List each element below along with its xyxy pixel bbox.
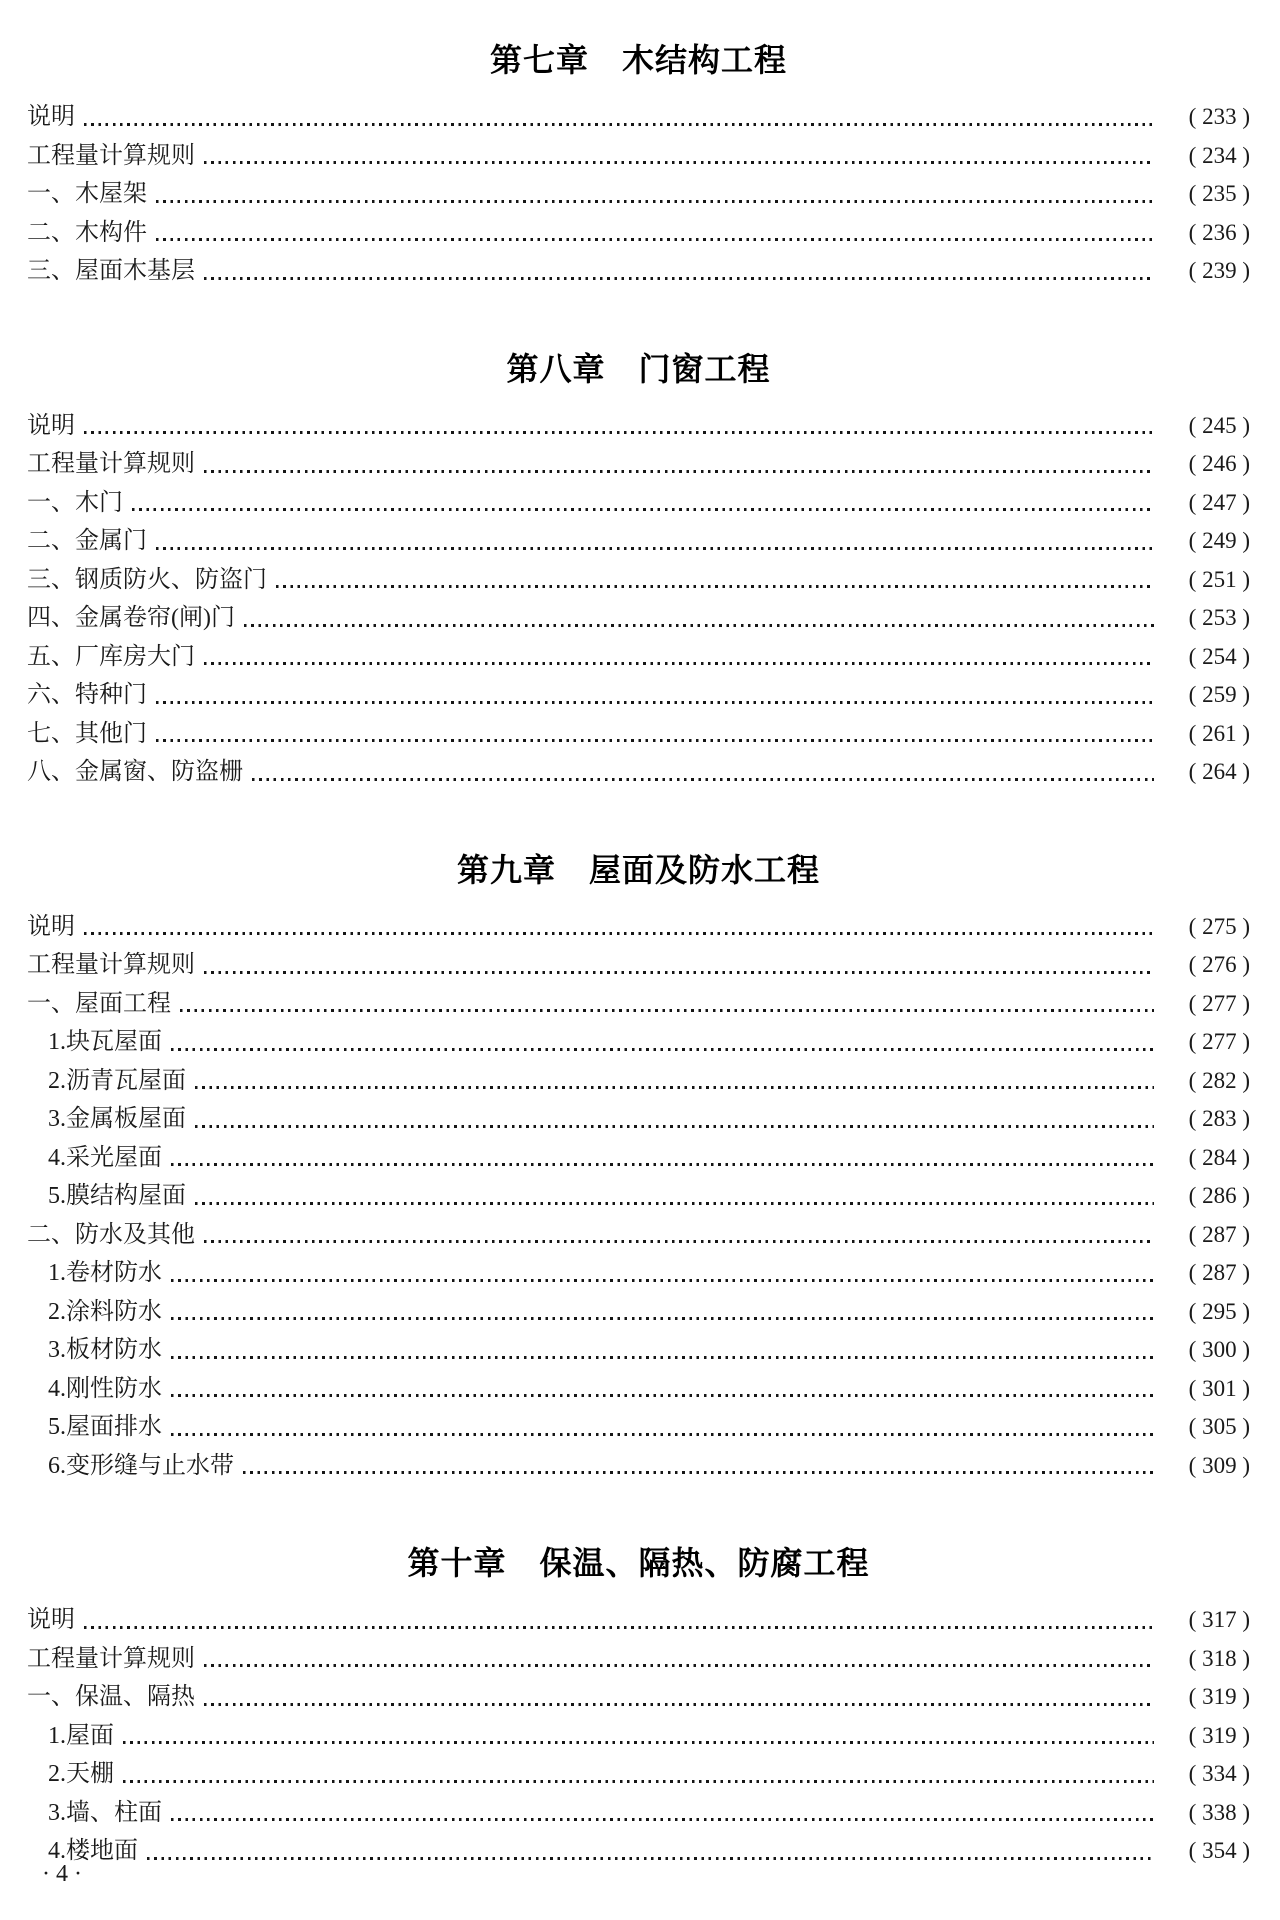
toc-entry-page: ( 275 ) xyxy=(1188,913,1250,939)
toc-entry-page: ( 317 ) xyxy=(1188,1607,1250,1632)
dot-leader xyxy=(84,431,1154,434)
dot-leader xyxy=(84,932,1154,935)
dot-leader xyxy=(180,1009,1154,1012)
toc-entry-label: 2.涂料防水 xyxy=(48,1298,162,1325)
dot-leader xyxy=(84,1626,1154,1629)
toc-entry-label: 4.刚性防水 xyxy=(48,1375,162,1402)
toc-entry-page: ( 233 ) xyxy=(1188,104,1250,129)
toc-entry xyxy=(27,908,1250,947)
dot-leader xyxy=(171,1394,1154,1397)
dot-leader xyxy=(204,1240,1154,1243)
dot-leader xyxy=(171,1317,1154,1320)
toc-entry-label: 一、木门 xyxy=(27,489,123,516)
dot-leader xyxy=(276,585,1154,588)
toc-entry-page: ( 318 ) xyxy=(1188,1645,1250,1671)
toc-entry-page: ( 309 ) xyxy=(1188,1452,1250,1478)
toc-entry-page: ( 295 ) xyxy=(1188,1298,1250,1324)
dot-leader xyxy=(156,547,1154,550)
dot-leader xyxy=(204,277,1154,280)
toc-entry xyxy=(27,1370,1250,1409)
toc-entry xyxy=(27,137,1250,176)
toc-entry-page: ( 338 ) xyxy=(1188,1799,1250,1825)
dot-leader xyxy=(171,1818,1154,1821)
toc-entry-page: ( 319 ) xyxy=(1188,1722,1250,1748)
toc-entry-label: 3.金属板屋面 xyxy=(48,1106,186,1132)
toc-entry-page: ( 254 ) xyxy=(1188,643,1250,669)
toc-entry xyxy=(27,407,1250,446)
toc-entry-label: 说明 xyxy=(27,412,75,439)
toc-entry-page: ( 249 ) xyxy=(1188,528,1250,553)
toc-entry-label: 3.板材防水 xyxy=(48,1337,162,1363)
dot-leader xyxy=(204,470,1154,473)
toc-entry xyxy=(27,1717,1250,1756)
dot-leader xyxy=(252,778,1154,781)
toc-entry-label: 5.屋面排水 xyxy=(48,1414,162,1440)
toc-entry xyxy=(27,715,1250,754)
toc-entry-label: 6.变形缝与止水带 xyxy=(48,1452,234,1479)
toc-entry-page: ( 300 ) xyxy=(1188,1337,1250,1362)
toc-entry-page: ( 319 ) xyxy=(1188,1684,1250,1709)
toc-entry-page: ( 276 ) xyxy=(1188,952,1250,977)
toc-entry-page: ( 277 ) xyxy=(1188,990,1250,1016)
toc-entry xyxy=(27,98,1250,137)
toc-entry-page: ( 235 ) xyxy=(1188,181,1250,206)
dot-leader xyxy=(156,701,1154,704)
toc-entry-label: 1.屋面 xyxy=(48,1722,114,1749)
toc-entry-label: 八、金属窗、防盗栅 xyxy=(27,759,243,785)
toc-entry xyxy=(27,1755,1250,1794)
dot-leader xyxy=(156,238,1154,241)
toc-entry-label: 说明 xyxy=(27,104,75,130)
dot-leader xyxy=(204,662,1154,665)
toc-entry-page: ( 234 ) xyxy=(1188,142,1250,168)
toc-entry-label: 三、屋面木基层 xyxy=(27,258,195,284)
toc-entry-page: ( 283 ) xyxy=(1188,1106,1250,1131)
toc-entry-page: ( 236 ) xyxy=(1188,219,1250,245)
toc-entry xyxy=(27,1023,1250,1062)
toc-entry xyxy=(27,561,1250,600)
toc-entry-page: ( 247 ) xyxy=(1188,489,1250,515)
toc-entry-label: 4.楼地面 xyxy=(48,1838,138,1864)
toc-entry-page: ( 301 ) xyxy=(1188,1375,1250,1401)
toc-entry xyxy=(27,946,1250,985)
dot-leader xyxy=(195,1202,1154,1205)
dot-leader xyxy=(147,1857,1154,1860)
toc-entry-page: ( 245 ) xyxy=(1188,412,1250,438)
toc-entry xyxy=(27,1447,1250,1486)
dot-leader xyxy=(244,624,1154,627)
toc-entry xyxy=(27,1177,1250,1216)
toc-entry xyxy=(27,484,1250,523)
toc-entry-page: ( 354 ) xyxy=(1188,1838,1250,1863)
toc-entry xyxy=(27,1601,1250,1640)
dot-leader xyxy=(132,508,1154,511)
toc-entry-page: ( 277 ) xyxy=(1188,1029,1250,1054)
toc-entry xyxy=(27,638,1250,677)
toc-entry-label: 2.沥青瓦屋面 xyxy=(48,1067,186,1094)
toc-entry-page: ( 305 ) xyxy=(1188,1414,1250,1439)
toc-entry xyxy=(27,445,1250,484)
chapter-title: 第八章 门窗工程 xyxy=(506,350,771,387)
toc-entry-label: 一、木屋架 xyxy=(27,181,147,207)
dot-leader xyxy=(171,1356,1154,1359)
dot-leader xyxy=(204,1703,1154,1706)
toc-entry-label: 1.卷材防水 xyxy=(48,1260,162,1286)
toc-entry-page: ( 334 ) xyxy=(1188,1761,1250,1786)
toc-entry-label: 工程量计算规则 xyxy=(27,952,195,978)
toc-entry xyxy=(27,753,1250,792)
toc-entry xyxy=(27,522,1250,561)
toc-entry-label: 一、保温、隔热 xyxy=(27,1684,195,1710)
toc-entry-label: 3.墙、柱面 xyxy=(48,1799,162,1826)
toc-entry-page: ( 246 ) xyxy=(1188,451,1250,476)
toc-entry-label: 工程量计算规则 xyxy=(27,142,195,169)
toc-entry xyxy=(27,676,1250,715)
toc-entry xyxy=(27,1794,1250,1833)
toc-entry-label: 工程量计算规则 xyxy=(27,451,195,477)
toc-entry xyxy=(27,1216,1250,1255)
dot-leader xyxy=(171,1279,1154,1282)
toc-entry-label: 说明 xyxy=(27,913,75,940)
page-number: · 4 · xyxy=(42,1861,82,1887)
toc-entry xyxy=(27,985,1250,1024)
toc-entry-label: 二、金属门 xyxy=(27,528,147,554)
toc-entry xyxy=(27,1100,1250,1139)
toc-entry xyxy=(27,599,1250,638)
dot-leader xyxy=(243,1471,1154,1474)
toc-entry-label: 说明 xyxy=(27,1607,75,1633)
dot-leader xyxy=(156,200,1154,203)
toc-entry-label: 七、其他门 xyxy=(27,720,147,747)
toc-entry-label: 1.块瓦屋面 xyxy=(48,1029,162,1055)
toc-entry xyxy=(27,252,1250,291)
toc-entry-page: ( 261 ) xyxy=(1188,720,1250,746)
dot-leader xyxy=(171,1433,1154,1436)
toc-entry xyxy=(27,1293,1250,1332)
page-footer xyxy=(42,1861,82,1888)
toc-entry xyxy=(27,1139,1250,1178)
toc-entry-page: ( 264 ) xyxy=(1188,759,1250,784)
toc-entry-page: ( 253 ) xyxy=(1188,605,1250,630)
toc-entry xyxy=(27,1254,1250,1293)
toc-entry-page: ( 286 ) xyxy=(1188,1183,1250,1208)
toc-entry-page: ( 282 ) xyxy=(1188,1067,1250,1093)
dot-leader xyxy=(204,161,1154,164)
dot-leader xyxy=(123,1780,1154,1783)
chapter-title: 第十章 保温、隔热、防腐工程 xyxy=(407,1545,870,1581)
dot-leader xyxy=(204,1664,1154,1667)
toc-entry-label: 一、屋面工程 xyxy=(27,990,171,1017)
dot-leader xyxy=(195,1125,1154,1128)
toc-entry-label: 4.采光屋面 xyxy=(48,1144,162,1171)
dot-leader xyxy=(171,1048,1154,1051)
toc-entry-label: 二、防水及其他 xyxy=(27,1221,195,1248)
toc-entry xyxy=(27,1408,1250,1447)
dot-leader xyxy=(123,1741,1154,1744)
dot-leader xyxy=(156,739,1154,742)
toc-entry-label: 5.膜结构屋面 xyxy=(48,1183,186,1209)
toc-entry xyxy=(27,1640,1250,1679)
dot-leader xyxy=(204,971,1154,974)
toc-entry-page: ( 259 ) xyxy=(1188,682,1250,707)
toc-entry-label: 四、金属卷帘(闸)门 xyxy=(27,605,235,631)
toc-entry xyxy=(27,1331,1250,1370)
toc-entry xyxy=(27,175,1250,214)
toc-entry-page: ( 239 ) xyxy=(1188,258,1250,283)
chapter-title: 第九章 屋面及防水工程 xyxy=(456,851,820,888)
toc-entry xyxy=(27,1678,1250,1717)
toc-entry xyxy=(27,1062,1250,1101)
chapter-title: 第七章 木结构工程 xyxy=(489,42,787,78)
toc-entry-page: ( 251 ) xyxy=(1188,566,1250,592)
toc-entry xyxy=(27,1832,1250,1871)
toc-entry-page: ( 284 ) xyxy=(1188,1144,1250,1170)
toc-entry-page: ( 287 ) xyxy=(1188,1221,1250,1247)
toc-entry xyxy=(27,214,1250,253)
toc-entry-label: 六、特种门 xyxy=(27,682,147,708)
toc-entry-label: 二、木构件 xyxy=(27,219,147,246)
toc-entry-label: 五、厂库房大门 xyxy=(27,643,195,670)
toc-entry-page: ( 287 ) xyxy=(1188,1260,1250,1285)
dot-leader xyxy=(84,123,1154,126)
table-of-contents xyxy=(27,38,1250,1871)
toc-entry-label: 三、钢质防火、防盗门 xyxy=(27,566,267,593)
toc-entry-label: 2.天棚 xyxy=(48,1761,114,1787)
dot-leader xyxy=(195,1086,1154,1089)
dot-leader xyxy=(171,1163,1154,1166)
toc-entry-label: 工程量计算规则 xyxy=(27,1645,195,1672)
